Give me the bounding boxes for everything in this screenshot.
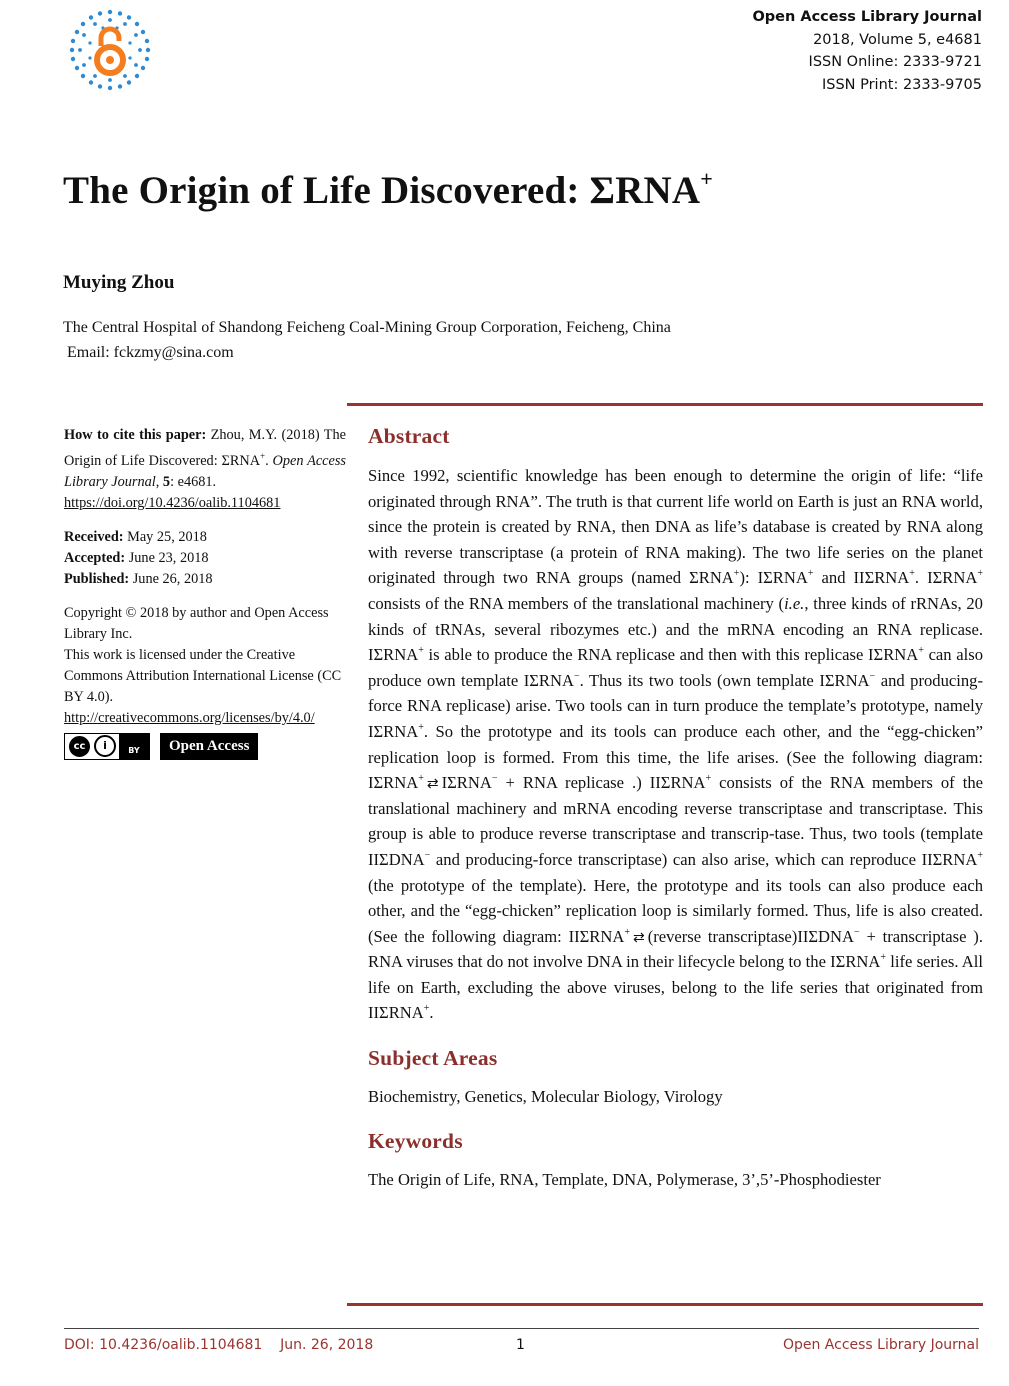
received-date: Received: May 25, 2018 <box>64 528 207 545</box>
citation: How to cite this paper: Zhou, M.Y. (2018) The Origin of Life Discovered: ΣRNA+. Open Access Library Journal, 5: e4681. https://doi.org/10.4236/oalib.1104681 <box>64 427 346 511</box>
footer-doi: DOI: 10.4236/oalib.1104681 Jun. 26, 2018 <box>64 1337 374 1353</box>
main-column <box>368 424 983 1192</box>
license-line: This work is licensed under the Creative Commons Attribution International License (CC BY 4.0). <box>64 646 342 705</box>
abstract-heading: Abstract <box>368 424 450 448</box>
open-access-lock-icon <box>68 8 152 92</box>
accepted-date: Accepted: June 23, 2018 <box>64 549 209 566</box>
keywords-heading: Keywords <box>368 1129 463 1154</box>
formula-1: IΣRNA+ ⇄ IΣRNA− + RNA replicase <box>368 773 625 793</box>
author-name: Muying Zhou <box>63 272 175 293</box>
author-email: Email: fckzmy@sina.com <box>67 344 234 361</box>
page-number: 1 <box>516 1337 525 1353</box>
badges <box>64 733 346 760</box>
journal-name: Open Access Library Journal <box>752 9 982 25</box>
license-link[interactable]: http://creativecommons.org/licenses/by/4.0/ <box>64 709 315 726</box>
doi-link[interactable]: https://doi.org/10.4236/oalib.1104681 <box>64 494 281 511</box>
dates <box>64 527 346 590</box>
footer-divider <box>64 1328 979 1329</box>
issn-online: ISSN Online: 2333-9721 <box>808 54 982 70</box>
affiliation: The Central Hospital of Shandong Feicheng Coal-Mining Group Corporation, Feicheng, China <box>63 319 671 336</box>
top-divider <box>347 403 983 406</box>
open-access-badge[interactable]: Open Access <box>160 733 258 760</box>
issn-print: ISSN Print: 2333-9705 <box>821 76 982 93</box>
sidebar <box>64 425 346 760</box>
subject-areas-text: Biochemistry, Genetics, Molecular Biology, Virology <box>368 1087 723 1107</box>
subject-areas-heading: Subject Areas <box>368 1046 498 1071</box>
journal-info <box>752 6 982 96</box>
published-date: Published: June 26, 2018 <box>64 570 213 587</box>
paper-title: The Origin of Life Discovered: ΣRNA+ <box>63 166 714 212</box>
formula-2: IIΣRNA+ ⇄ (reverse transcriptase)IIΣDNA− + transcriptase <box>568 926 967 946</box>
copyright-line: Copyright © 2018 by author and Open Access Library Inc. <box>64 604 329 642</box>
keywords-text: The Origin of Life, RNA, Template, DNA, Polymerase, 3’,5’-Phosphodiester <box>368 1170 881 1190</box>
copyright <box>64 603 346 729</box>
volume-line: 2018, Volume 5, e4681 <box>813 31 982 48</box>
bottom-divider <box>347 1303 983 1306</box>
cc-by-badge-icon[interactable]: cc i BY <box>64 733 150 760</box>
footer-journal: Open Access Library Journal <box>782 1337 979 1353</box>
abstract-text: Since 1992, scientific knowledge has been enough to determine the origin of life: “life originated through RNA”. The truth is that current life world on Earth is just an RNA world, since the protein is created by RNA, then DNA as life’s database is created by RNA along with reverse transcriptase (a protein of RNA making). The two life series on the planet originated through two RNA groups (named ΣRNA+): IΣRNA+ and IIΣRNA+. IΣRNA+ consists of the RNA members of the translational machinery (i.e., three kinds of rRNAs, 20 kinds of tRNAs, several ribozymes etc.) and the mRNA encoding an RNA replicase. IΣRNA+ is able to produce the RNA replicase and then with this replicase IΣRNA+ can also produce own template IΣRNA−. Thus its two tools (own template IΣRNA− and producing-force RNA replicase) arise. Two tools can in turn produce the template’s prototype, namely IΣRNA+. So the prototype and its tools can produce each other, and the “egg-chicken” replication loop is formed. From this time, the life arises. (See the following diagram: IΣRNA+ ⇄ IΣRNA− + RNA replicase .) IIΣRNA+ consists of the RNA members of the translational machinery and mRNA encoding reverse transcriptase and transcriptase. This group is able to produce reverse transcriptase and transcrip-tase. Thus, two tools (template IIΣDNA− and producing-force transcriptase) can also arise, which can reproduce IIΣRNA+ (the prototype of the template). Here, the prototype and its tools can also produce each other, and the “egg-chicken” replication loop is similarly formed. Thus, life is also created. (See the following diagram: IIΣRNA+ ⇄ (reverse transcriptase)IIΣDNA− + transcriptase ). RNA viruses that do not involve DNA in their lifecycle belong to the IΣRNA+ life series. All life on Earth, excluding the above viruses, belong to the life series that originated from IIΣRNA+. <box>368 466 984 1023</box>
